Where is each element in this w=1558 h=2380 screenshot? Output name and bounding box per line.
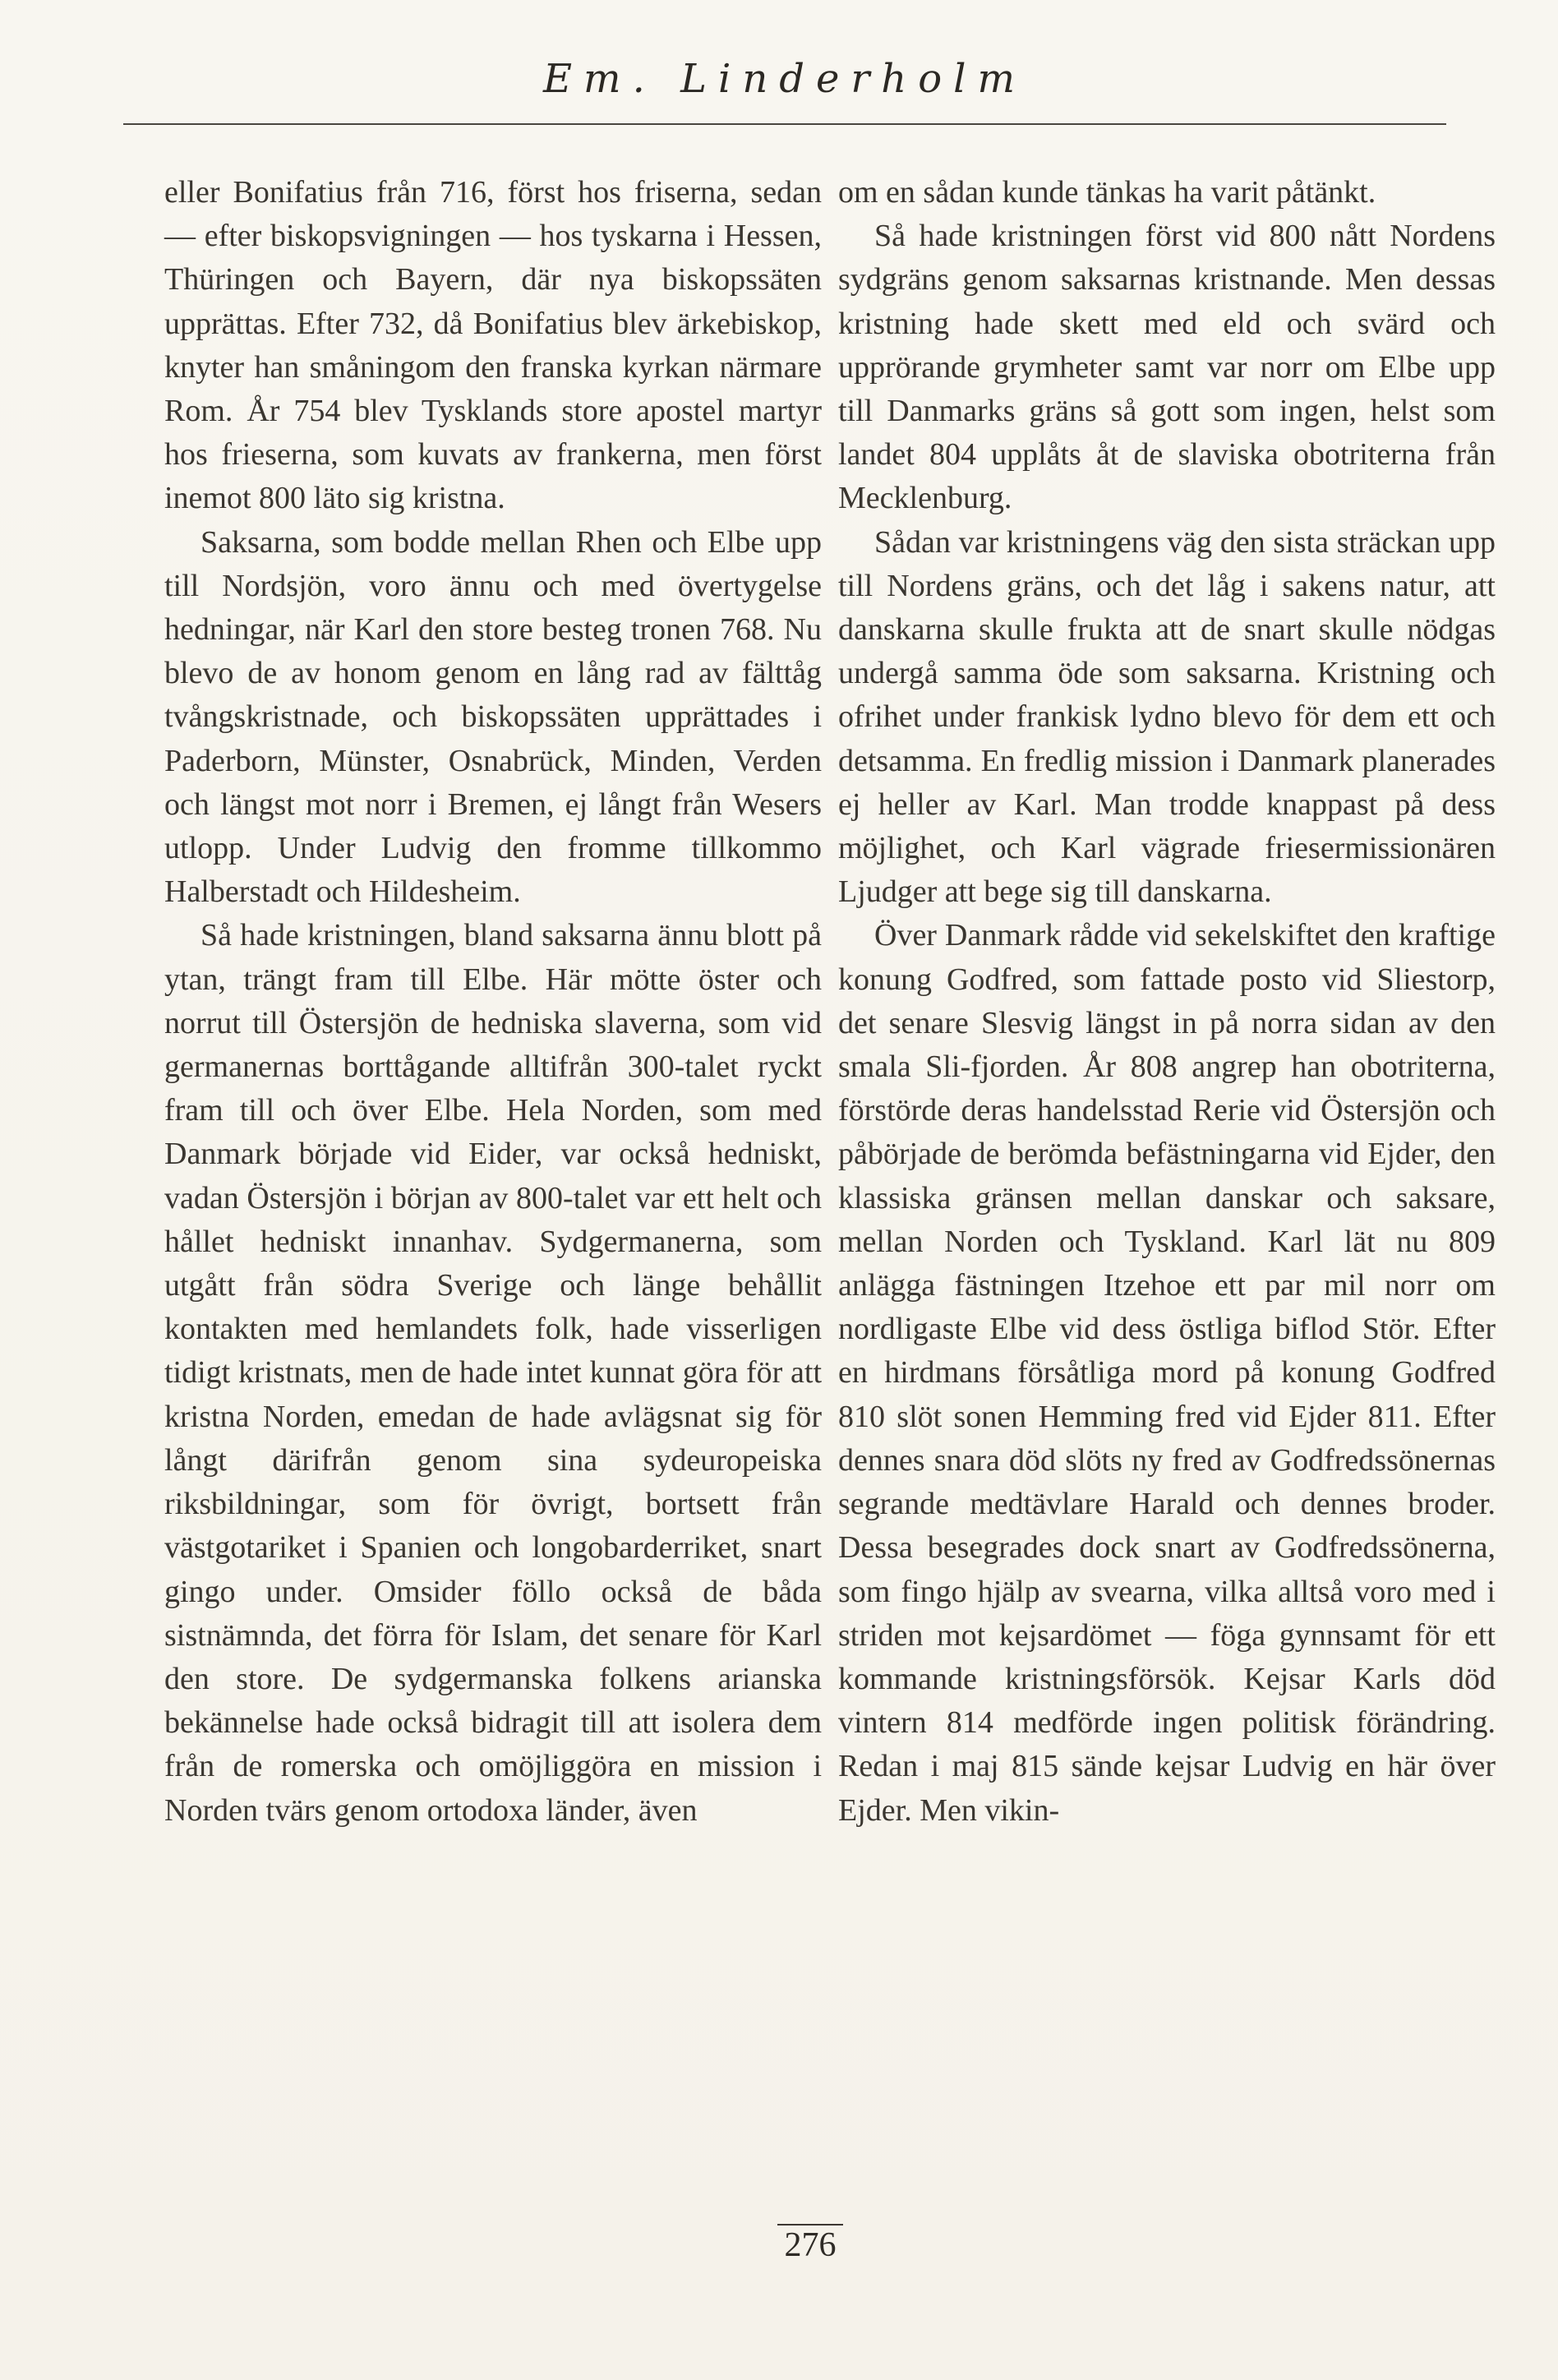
- left-column: [164, 171, 822, 1833]
- paragraph: Över Danmark rådde vid sekelskiftet den kraftige konung Godfred, som fattade posto vid Sliestorp, det senare Slesvig längst in på norra sidan av den smala Sli-fjorden. År 808 angrep han obotriterna, förstörde deras handelsstad Rerie vid Östersjön och påbörjade de berömda befästningarna vid Ejder, den klassiska gränsen mellan danskar och saksare, mellan Norden och Tyskland. Karl lät nu 809 anlägga fästningen Itzehoe ett par mil norr om nordligaste Elbe vid dess östliga biflod Stör. Efter en hirdmans försåtliga mord på konung Godfred 810 slöt sonen Hemming fred vid Ejder 811. Efter dennes snara död slöts ny fred av Godfredssönernas segrande medtävlare Harald och dennes broder. Dessa besegrades dock snart av Godfredssönerna, som fingo hjälp av svearna, vilka alltså voro med i striden mot kejsardömet — föga gynnsamt för ett kommande kristningsförsök. Kejsar Karls död vintern 814 medförde ingen politisk förändring. Redan i maj 815 sände kejsar Ludvig en här över Ejder. Men vikin-: [838, 918, 1496, 1828]
- paragraph: Saksarna, som bodde mellan Rhen och Elbe upp till Nordsjön, voro ännu och med övertygelse hedningar, när Karl den store besteg tronen 768. Nu blevo de av honom genom en lång rad av fälttåg tvångskristnade, och biskopssäten upprättades i Paderborn, Münster, Osnabrück, Minden, Verden och längst mot norr i Bremen, ej långt från Wesers utlopp. Under Ludvig den fromme tillkommo Halberstadt och Hildesheim.: [164, 524, 822, 910]
- paragraph: Så hade kristningen, bland saksarna ännu blott på ytan, trängt fram till Elbe. Här mötte öster och norrut till Östersjön de hedniska slaverna, som vid germanernas borttågande alltifrån 300-talet ryckt fram till och över Elbe. Hela Norden, som med Danmark började vid Eider, var också hedniskt, vadan Östersjön i början av 800-talet var ett helt och hållet hedniskt innanhav. Sydgermanerna, som utgått från södra Sverige och länge behållit kontakten med hemlandets folk, hade visserligen tidigt kristnats, men de hade intet kunnat göra för att kristna Norden, emedan de hade avlägsnat sig för långt därifrån genom sina sydeuropeiska riksbildningar, som för övrigt, bortsett från västgotariket i Spanien och longobarderriket, snart gingo under. Omsider föllo också de båda sistnämnda, det förra för Islam, det senare för Karl den store. De sydgermanska folkens arianska bekännelse hade också bidragit till att isolera dem från de romerska och omöjliggöra en mission i Norden tvärs genom ortodoxa länder, även: [164, 918, 822, 1828]
- paragraph: om en sådan kunde tänkas ha varit påtänkt.: [838, 175, 1376, 210]
- paragraph: Så hade kristningen först vid 800 nått Nordens sydgräns genom saksarnas kristnande. Men dessas kristning hade skett med eld och svärd och upprörande grymheter samt var norr om Elbe upp till Danmarks gräns så gott som ingen, helst som landet 804 upplåts åt de slaviska obotriterna från Mecklenburg.: [838, 219, 1496, 516]
- paragraph: Sådan var kristningens väg den sista sträckan upp till Nordens gräns, och det låg i sakens natur, att danskarna skulle frukta att de snart skulle nödgas undergå samma öde som saksarna. Kristning och ofrihet under frankisk lydno blevo för dem ett och detsamma. En fredlig mission i Danmark planerades ej heller av Karl. Man trodde knappast på dess möjlighet, och Karl vägrade friesermissionären Ljudger att bege sig till danskarna.: [838, 524, 1496, 910]
- page-number: 276: [784, 2226, 837, 2264]
- running-head: Em. Linderholm: [543, 56, 1026, 102]
- paragraph: eller Bonifatius från 716, först hos friserna, sedan — efter biskopsvigningen — hos tyskarna i Hessen, Thüringen och Bayern, där nya biskopssäten upprättas. Efter 732, då Bonifatius blev ärkebiskop, knyter han småningom den franska kyrkan närmare Rom. År 754 blev Tysklands store apostel martyr hos frieserna, som kuvats av frankerna, men först inemot 800 läto sig kristna.: [164, 175, 822, 516]
- header-rule: [123, 123, 1446, 125]
- right-column: [838, 171, 1496, 1833]
